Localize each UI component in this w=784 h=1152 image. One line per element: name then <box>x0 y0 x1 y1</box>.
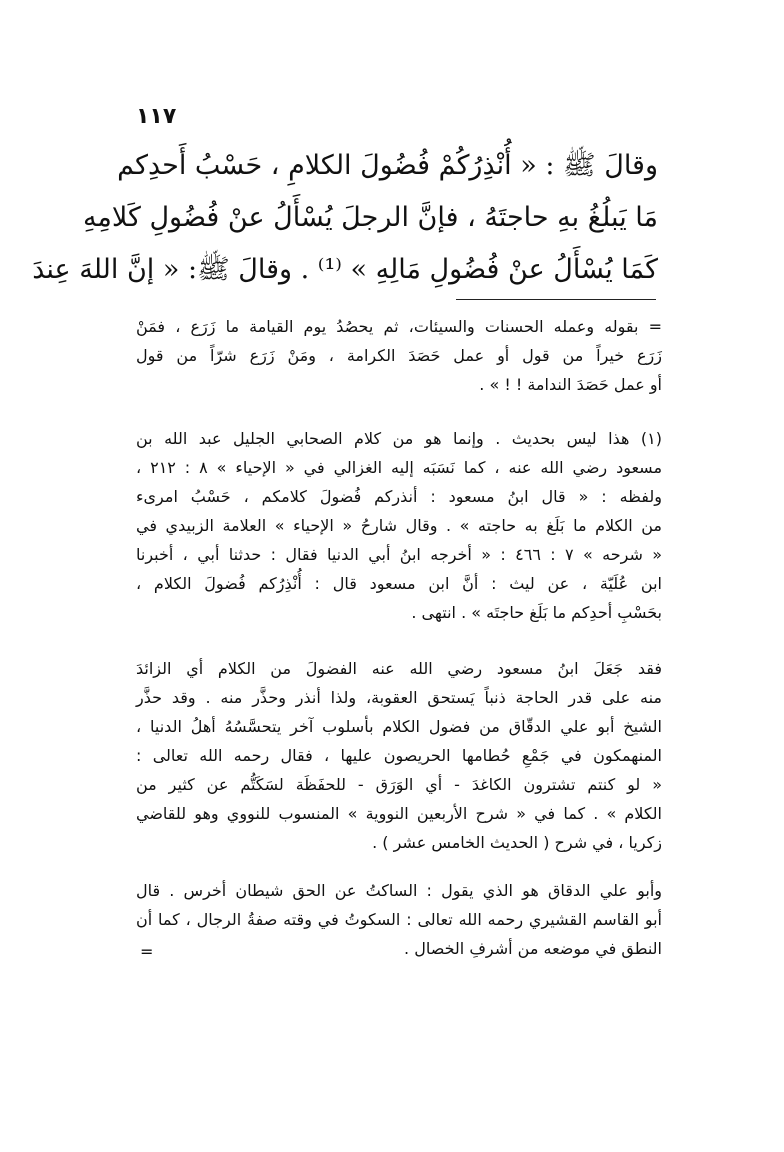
footnote-line: الشيخ أبو علي الدقّاق من فضول الكلام بأسلوب آخر يتحسَّسُهُ أهلُ الدنيا ، <box>136 717 662 736</box>
footnote-continuation <box>136 312 662 399</box>
footnote-paragraph-2 <box>136 654 662 857</box>
main-text <box>32 140 658 296</box>
footnote-line: ابن عُلَيّة ، عن ليث : أنَّ ابن مسعود قال : أُنْذِرُكم فُضولَ الكلام ، <box>136 574 662 593</box>
footnote-line: أبو القاسم القشيري رحمه الله تعالى : السكوتُ في وقته صفةُ الرجال ، كما أن <box>136 910 662 929</box>
footnote-line: منه على قدر الحاجة ذنباً يَستحق العقوبة، ولذا أنذر وحذَّر منه . وقد حذَّر <box>136 688 662 707</box>
footnote-line: أو عمل حَصَدَ الندامة ! ! » . <box>479 375 662 394</box>
footnote-line: = بقوله وعمله الحسنات والسيئات، ثم يحصُدُ يوم القيامة ما زَرَع ، فمَنْ <box>136 317 662 336</box>
page-number: ١١٧ <box>136 104 177 129</box>
footnote-1 <box>136 424 662 627</box>
main-text-line: مَا يَبلُغُ بهِ حاجتَهُ ، فإنَّ الرجلَ يُسْأَلُ عنْ فُضُولِ كَلامِهِ <box>82 202 658 233</box>
footnote-line: زكريا ، في شرح ( الحديث الخامس عشر ) . <box>372 833 662 852</box>
main-text-line: وقالَ ﷺ : « أُنْذِرُكُمْ فُضُولَ الكلامِ ، حَسْبُ أَحدِكم <box>117 150 658 181</box>
footnote-line: « لو كنتم تشترون الكاغدَ - أي الوَرَق - للحفَظَة لسَكَتُّم عن كثير من <box>136 775 662 794</box>
footnote-line: بحَسْبِ أحدِكم ما بَلَغ حاجتَه » . انتهى . <box>411 603 662 622</box>
continuation-mark: = <box>140 942 154 961</box>
footnote-line: « شرحه » ٧ : ٤٦٦ : « أخرجه ابنُ أبي الدنيا فقال : حدثنا أبي ، أخبرنا <box>136 545 663 564</box>
footnote-line: الكلام » . كما في « شرح الأربعين النووية » المنسوب للنووي وهو للقاضي <box>136 804 662 823</box>
footnote-line: زَرَع خيراً من قول أو عمل حَصَدَ الكرامة ، ومَنْ زَرَع شرّاً من قول <box>136 346 662 365</box>
main-text-line: كَمَا يُسْأَلُ عنْ فُضُولِ مَالِهِ » ⁽¹⁾ . وقالَ ﷺ: « إنَّ اللهَ عِندَ <box>32 254 658 285</box>
footnote-separator <box>456 299 656 300</box>
footnote-line: النطق في موضعه من أشرفِ الخصال . <box>404 939 662 958</box>
footnote-paragraph-3 <box>136 876 662 963</box>
footnote-line: من الكلام ما بَلَغ به حاجته » . وقال شارحُ « الإحياء » العلامة الزبيدي في <box>136 516 662 535</box>
footnote-line: (١) هذا ليس بحديث . وإنما هو من كلام الصحابي الجليل عبد الله بن <box>136 429 662 448</box>
footnote-line: ولفظه : « قال ابنُ مسعود : أنذركم فُضولَ كلامكم ، حَسْبُ امرىء <box>136 487 662 506</box>
footnote-line: المنهمكون في جَمْعِ حُطامها الحريصون عليها ، فقال رحمه الله تعالى : <box>136 746 662 765</box>
footnote-line: فقد جَعَلَ ابنُ مسعود رضي الله عنه الفضولَ من الكلام أي الزائدَ <box>136 659 662 678</box>
footnote-line: مسعود رضي الله عنه ، كما نَسَبَه إليه الغزالي في « الإحياء » ٨ : ٢١٢ ، <box>136 458 663 477</box>
footnote-line: وأبو علي الدقاق هو الذي يقول : الساكتُ عن الحق شيطان أخرس . قال <box>136 881 662 900</box>
